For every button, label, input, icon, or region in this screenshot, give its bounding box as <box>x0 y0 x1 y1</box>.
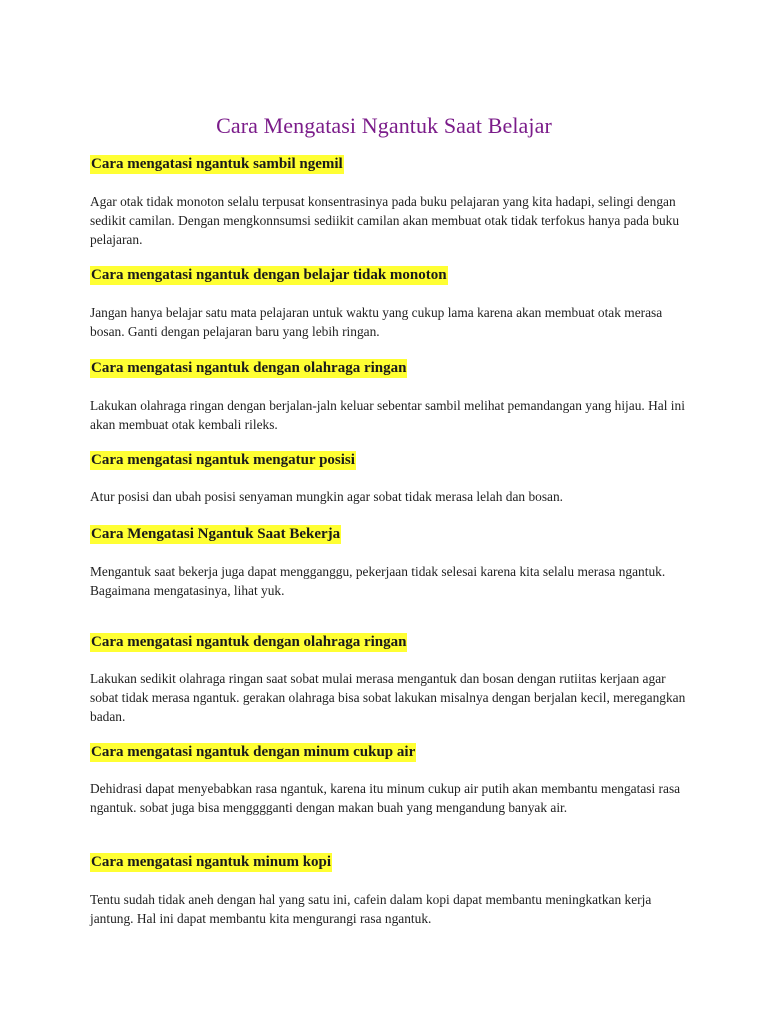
section-heading <box>90 632 407 652</box>
section-heading <box>90 524 341 544</box>
section-paragraph: Mengantuk saat bekerja juga dapat mengganggu, pekerjaan tidak selesai karena kita selalu merasa ngantuk. Bagaimana mengatasinya, lihat yuk. <box>90 564 666 598</box>
heading-highlight: Cara mengatasi ngantuk mengatur posisi <box>91 452 355 468</box>
section-heading <box>90 154 344 174</box>
heading-highlight: Cara mengatasi ngantuk minum kopi <box>91 854 332 870</box>
section-heading <box>90 450 356 470</box>
section-paragraph: Jangan hanya belajar satu mata pelajaran untuk waktu yang cukup lama karena akan membuat otak merasa bosan. Ganti dengan pelajaran baru yang lebih ringan. <box>90 305 663 339</box>
section-paragraph: Lakukan sedikit olahraga ringan saat sobat mulai merasa mengantuk dan bosan dengan rutiitas kerjaan agar sobat tidak merasa ngantuk. gerakan olahraga bisa sobat lakukan misalnya dengan berjalan kecil, meregangkan badan. <box>90 671 686 724</box>
page-title: Cara Mengatasi Ngantuk Saat Belajar <box>216 113 552 138</box>
section-paragraph: Atur posisi dan ubah posisi senyaman mungkin agar sobat tidak merasa lelah dan bosan. <box>90 489 564 504</box>
heading-highlight: Cara mengatasi ngantuk sambil ngemil <box>91 156 343 172</box>
section-heading <box>90 742 416 762</box>
section-paragraph: Lakukan olahraga ringan dengan berjalan-jaln keluar sebentar sambil melihat pemandangan yang hijau. Hal ini akan membuat otak kembali rileks. <box>90 398 685 432</box>
heading-highlight: Cara Mengatasi Ngantuk Saat Bekerja <box>91 526 341 542</box>
heading-highlight: Cara mengatasi ngantuk dengan olahraga ringan <box>91 360 407 376</box>
section-heading <box>90 358 407 378</box>
heading-highlight: Cara mengatasi ngantuk dengan minum cukup air <box>91 744 416 760</box>
section-paragraph: Agar otak tidak monoton selalu terpusat konsentrasinya pada buku pelajaran yang kita hadapi, selingi dengan sedikit camilan. Dengan mengkonnsumsi sediikit camilan akan membuat otak tidak terfokus hanya pada buku pelajaran. <box>90 194 680 247</box>
section-paragraph: Dehidrasi dapat menyebabkan rasa ngantuk, karena itu minum cukup air putih akan membantu mengatasi rasa ngantuk. sobat juga bisa mengggganti dengan makan buah yang mengandung banyak air. <box>90 781 681 815</box>
section-heading <box>90 852 332 872</box>
heading-highlight: Cara mengatasi ngantuk dengan olahraga ringan <box>91 634 407 650</box>
section-heading <box>90 265 448 285</box>
heading-highlight: Cara mengatasi ngantuk dengan belajar tidak monoton <box>91 267 447 283</box>
section-paragraph: Tentu sudah tidak aneh dengan hal yang satu ini, cafein dalam kopi dapat membantu meningkatkan kerja jantung. Hal ini dapat membantu kita mengurangi rasa ngantuk. <box>90 892 652 926</box>
